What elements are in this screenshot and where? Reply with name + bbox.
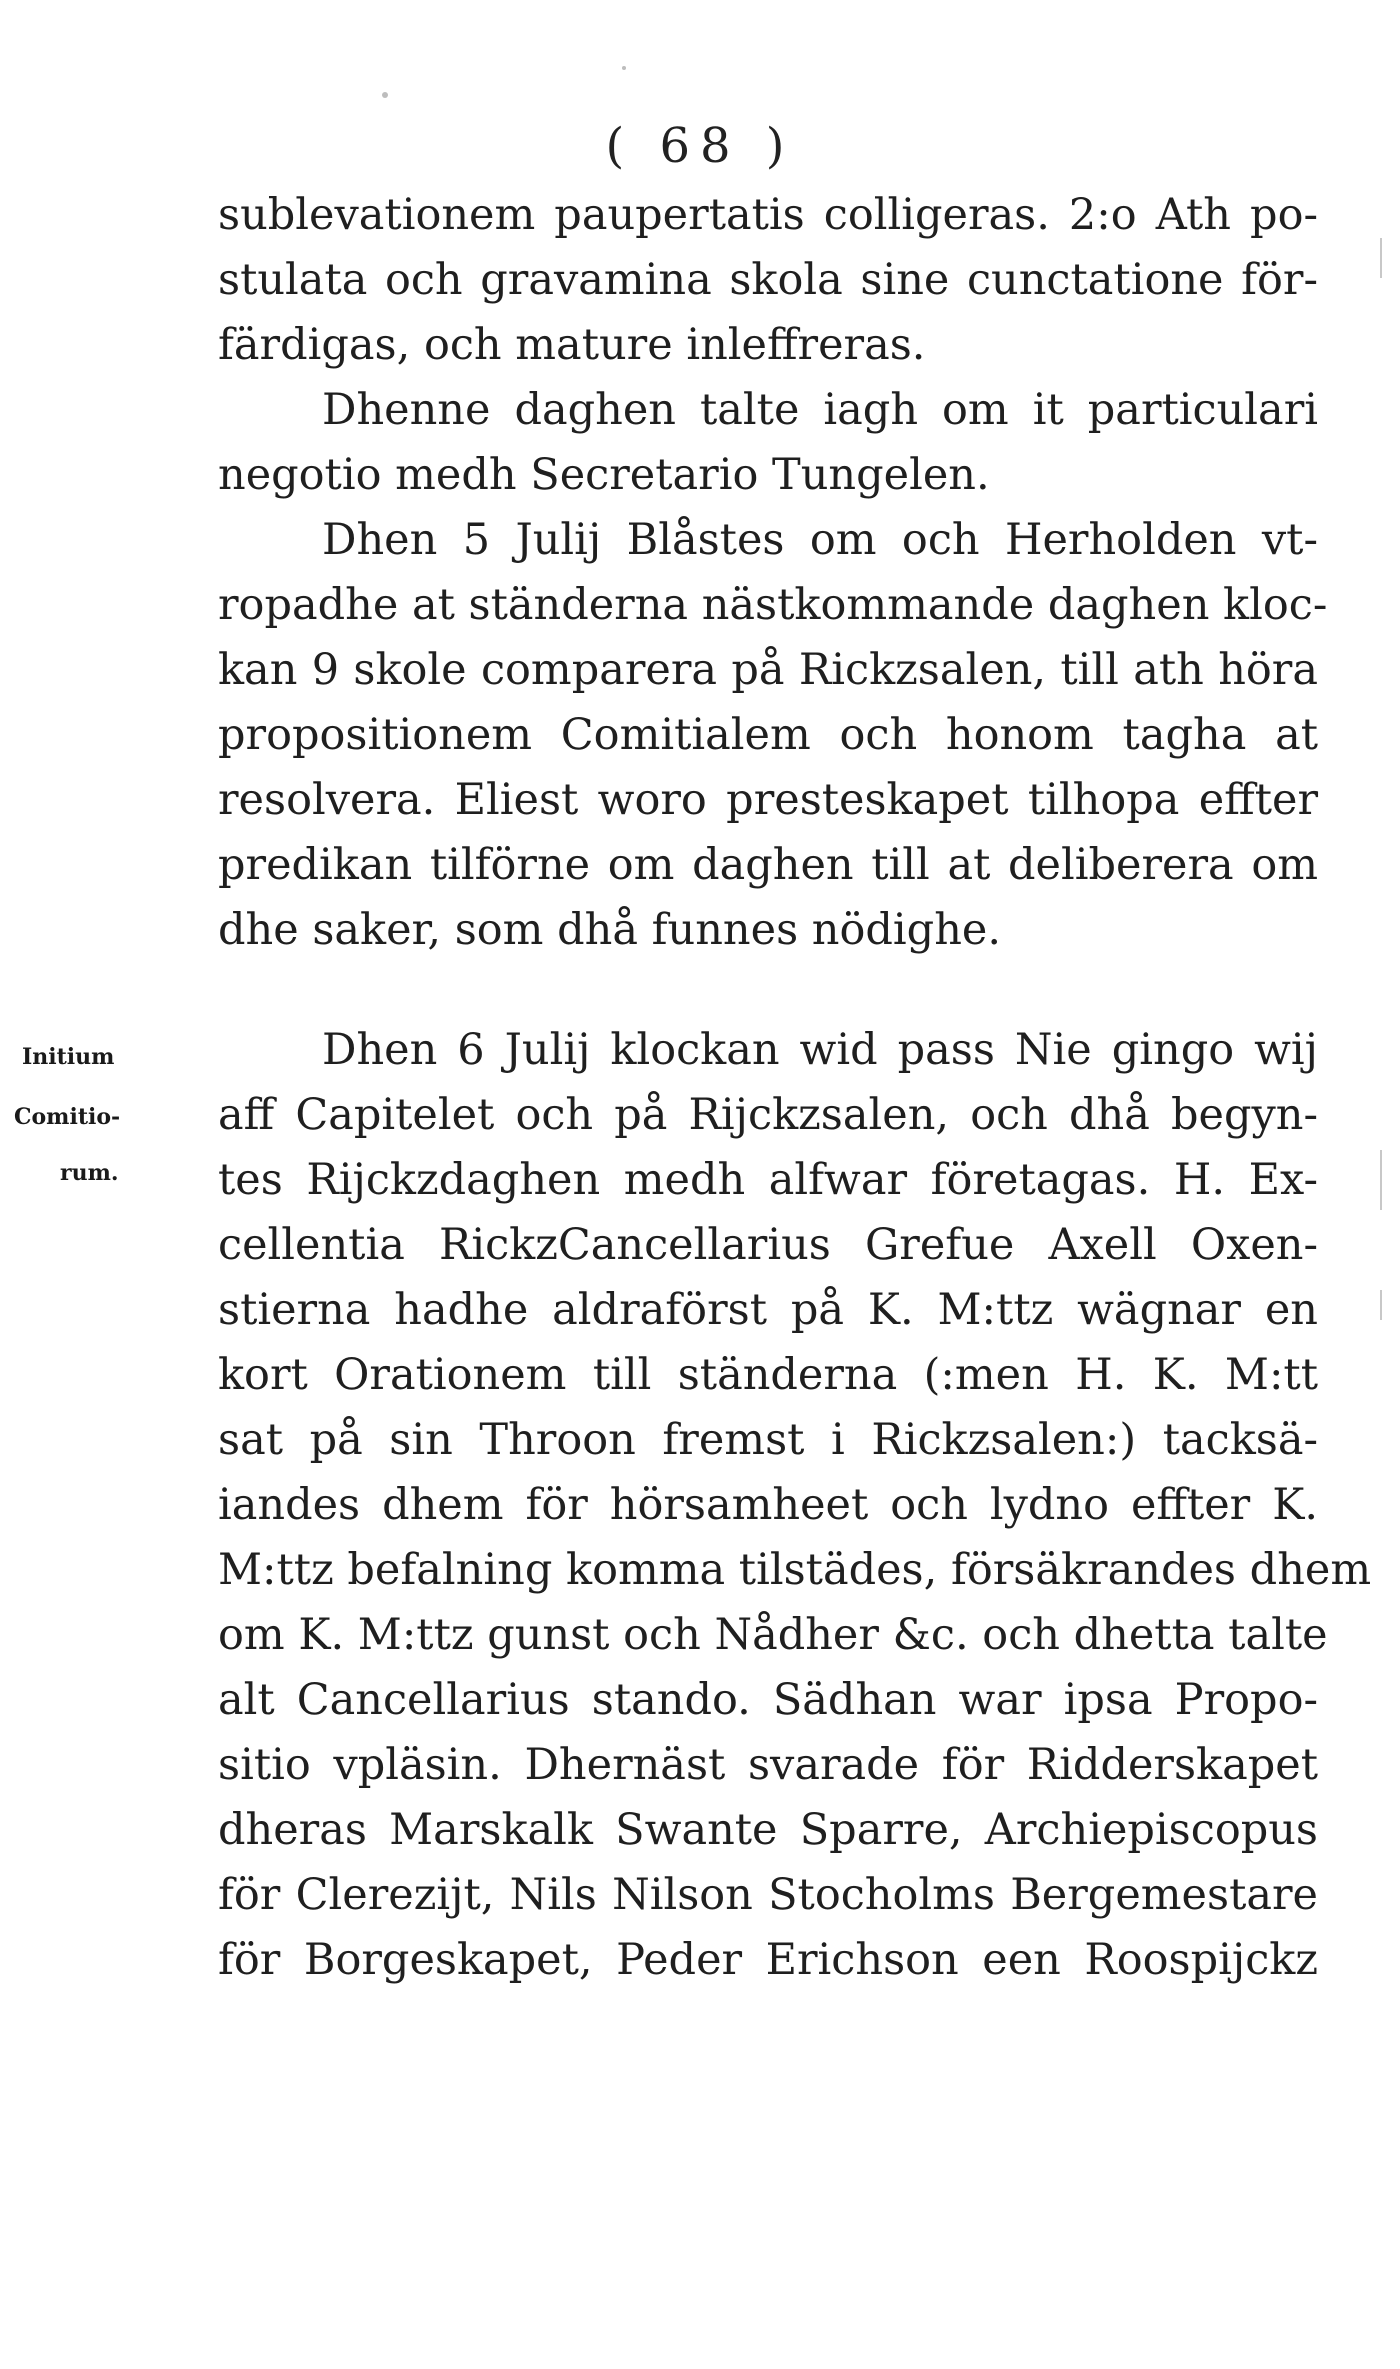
- paper-speck: [622, 66, 626, 70]
- text-line-11: predikan tilförne om daghen till at deliberera om: [218, 840, 1318, 890]
- text-line-1: sublevationem paupertatis colligeras. 2:o Ath po-: [218, 190, 1318, 240]
- text-line-4: Dhenne daghen talte iagh om it particulari: [322, 385, 1318, 435]
- text-line-24: sitio vpläsin. Dhernäst svarade för Ridderskapet: [218, 1740, 1318, 1790]
- text-line-18: kort Orationem till ständerna (:men H. K. M:tt: [218, 1350, 1318, 1400]
- text-line-10: resolvera. Eliest woro presteskapet tilhopa effter: [218, 775, 1318, 825]
- text-line-7: ropadhe at ständerna nästkommande daghen kloc-: [218, 580, 1328, 630]
- text-line-23: alt Cancellarius stando. Sädhan war ipsa Propo-: [218, 1675, 1318, 1725]
- margin-note-line-1: Initium: [22, 1044, 115, 1070]
- text-line-14: aff Capitelet och på Rijckzsalen, och dhå begyn-: [218, 1090, 1318, 1140]
- text-line-17: stierna hadhe aldraförst på K. M:ttz wägnar en: [218, 1285, 1318, 1335]
- text-line-15: tes Rijckzdaghen medh alfwar företagas. H. Ex-: [218, 1155, 1318, 1205]
- text-line-16: cellentia RickzCancellarius Grefue Axell Oxen-: [218, 1220, 1318, 1270]
- text-line-20: iandes dhem för hörsamheet och lydno effter K.: [218, 1480, 1318, 1530]
- text-line-22: om K. M:ttz gunst och Nådher &c. och dhetta talte: [218, 1610, 1328, 1660]
- text-line-25: dheras Marskalk Swante Sparre, Archiepiscopus: [218, 1805, 1318, 1855]
- page-edge-mark: [1380, 238, 1382, 278]
- text-line-12: dhe saker, som dhå funnes nödighe.: [218, 905, 1002, 955]
- text-line-6: Dhen 5 Julij Blåstes om och Herholden vt-: [322, 515, 1318, 565]
- text-line-8: kan 9 skole comparera på Rickzsalen, till ath höra: [218, 645, 1318, 695]
- text-line-21: M:ttz befalning komma tilstädes, försäkrandes dhem: [218, 1545, 1372, 1595]
- margin-note-line-3: rum.: [60, 1160, 119, 1186]
- text-line-26: för Clerezijt, Nils Nilson Stocholms Bergemestare: [218, 1870, 1318, 1920]
- margin-note-line-2: Comitio-: [14, 1104, 121, 1130]
- text-line-2: stulata och gravamina skola sine cunctatione för-: [218, 255, 1318, 305]
- text-line-13: Dhen 6 Julij klockan wid pass Nie gingo wij: [322, 1025, 1318, 1075]
- text-line-5: negotio medh Secretario Tungelen.: [218, 450, 990, 500]
- page-edge-mark: [1380, 1150, 1382, 1210]
- text-line-3: färdigas, och mature inleffreras.: [218, 320, 926, 370]
- paper-speck: [382, 92, 388, 98]
- page-number: ( 68 ): [605, 118, 795, 174]
- text-line-9: propositionem Comitialem och honom tagha at: [218, 710, 1318, 760]
- text-line-19: sat på sin Throon fremst i Rickzsalen:) tacksä-: [218, 1415, 1318, 1465]
- text-line-27: för Borgeskapet, Peder Erichson een Roospijckz: [218, 1935, 1318, 1985]
- page-edge-mark: [1380, 1290, 1382, 1320]
